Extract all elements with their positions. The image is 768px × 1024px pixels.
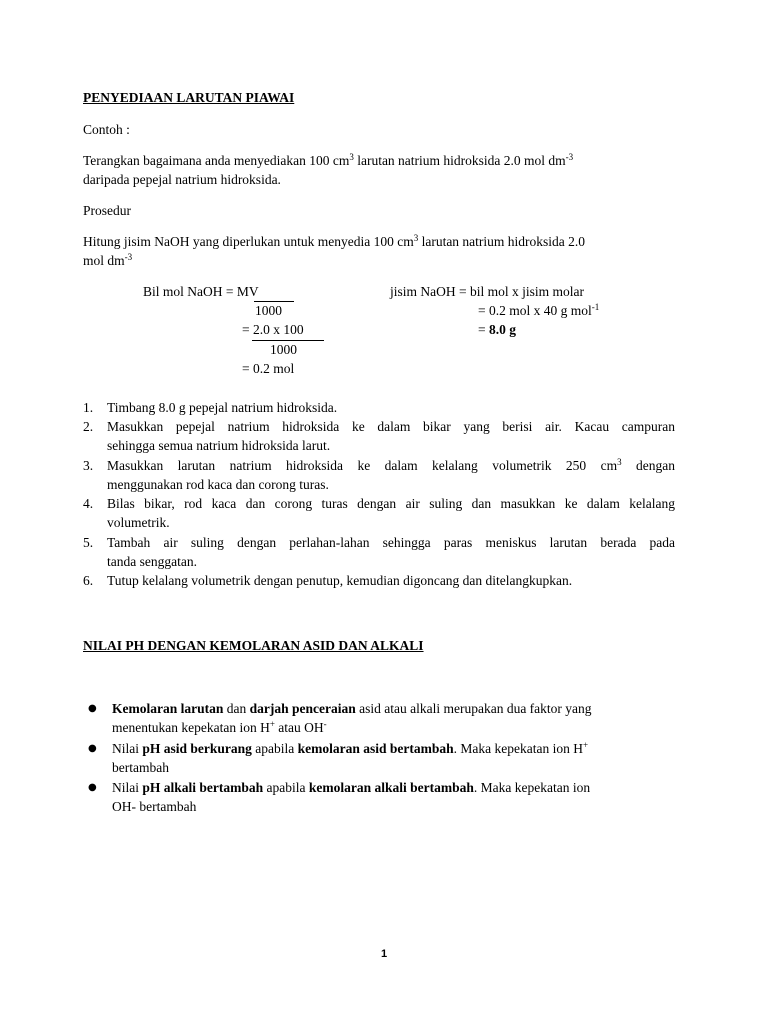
step-text: Bilas bikar, rod kaca dan corong turas dengan air suling dan masukkan ke dalam kelalang — [107, 496, 675, 511]
fraction-bar-2 — [252, 339, 324, 341]
mass-formula: jisim NaOH = bil mol x jisim molar — [390, 284, 584, 299]
bullet-icon: ● — [88, 703, 97, 714]
calculation-instruction-line-1: Hitung jisim NaOH yang diperlukan untuk menyedia 100 $cm^3$ larutan natrium hidroksida 2.0 — [83, 233, 586, 249]
calculation-instruction-line-2: mol $dm^{-3}$ — [83, 252, 133, 268]
section-heading-ph-molarity: NILAI PH DENGAN KEMOLARAN ASID DAN ALKALI — [83, 638, 424, 653]
page-number: 1 — [380, 948, 388, 960]
bullet-text: Nilai pH asid berkurang apabila kemolaran asid bertambah. Maka kepekatan ion H+ — [112, 740, 589, 756]
step-number: 2. — [83, 419, 94, 434]
question-line-2: daripada pepejal natrium hidroksida. — [83, 172, 281, 187]
step-number: 6. — [83, 573, 94, 588]
mol-substitution-denominator: 1000 — [270, 342, 297, 357]
step-text: tanda senggatan. — [107, 554, 197, 569]
step-text: Masukkan pepejal natrium hidroksida ke dalam bikar yang berisi air. Kacau campuran — [107, 419, 675, 434]
bullet-icon: ● — [88, 743, 97, 754]
bullet-text: Kemolaran larutan dan darjah penceraian asid atau alkali merupakan dua faktor yang — [112, 701, 592, 716]
fraction-bar-1 — [254, 300, 294, 302]
bullet-text: bertambah — [112, 760, 169, 775]
bullet-icon: ● — [88, 782, 97, 793]
example-label: Contoh : — [83, 122, 130, 137]
procedure-label: Prosedur — [83, 203, 131, 218]
bullet-text: menentukan kepekatan ion H+ atau OH- — [112, 719, 327, 735]
bullet-text: OH- bertambah — [112, 799, 197, 814]
section-heading-standard-solution: PENYEDIAAN LARUTAN PIAWAI — [83, 90, 295, 105]
mass-result: = 8.0 g — [478, 322, 516, 337]
step-number: 5. — [83, 535, 94, 550]
step-text: Masukkan larutan natrium hidroksida ke dalam kelalang volumetrik 250 $cm^3$ dengan — [107, 457, 675, 473]
mol-formula-denominator: 1000 — [255, 303, 282, 318]
step-text: Tutup kelalang volumetrik dengan penutup, kemudian digoncang dan ditelangkupkan. — [107, 573, 573, 588]
step-text: volumetrik. — [107, 515, 170, 530]
step-text: sehingga semua natrium hidroksida larut. — [107, 438, 331, 453]
step-text: Tambah air suling dengan perlahan-lahan sehingga paras meniskus larutan berada pada — [107, 535, 675, 550]
step-number: 1. — [83, 400, 94, 415]
step-number: 4. — [83, 496, 94, 511]
step-text: Timbang 8.0 g pepejal natrium hidroksida. — [107, 400, 338, 415]
question-line-1: Terangkan bagaimana anda menyediakan 100 $cm^3$ larutan natrium hidroksida 2.0 mol $dm^{-3}$ — [83, 152, 574, 168]
mol-result: = 0.2 mol — [242, 361, 295, 376]
mol-substitution: = 2.0 x 100 — [242, 322, 304, 337]
step-text: menggunakan rod kaca dan corong turas. — [107, 477, 329, 492]
mol-formula: Bil mol NaOH = MV — [143, 284, 259, 299]
bullet-text: Nilai pH alkali bertambah apabila kemolaran alkali bertambah. Maka kepekatan ion — [112, 780, 591, 795]
step-number: 3. — [83, 458, 94, 473]
mass-substitution: = 0.2 mol x 40 g mol$^{-1}$ — [478, 302, 600, 318]
